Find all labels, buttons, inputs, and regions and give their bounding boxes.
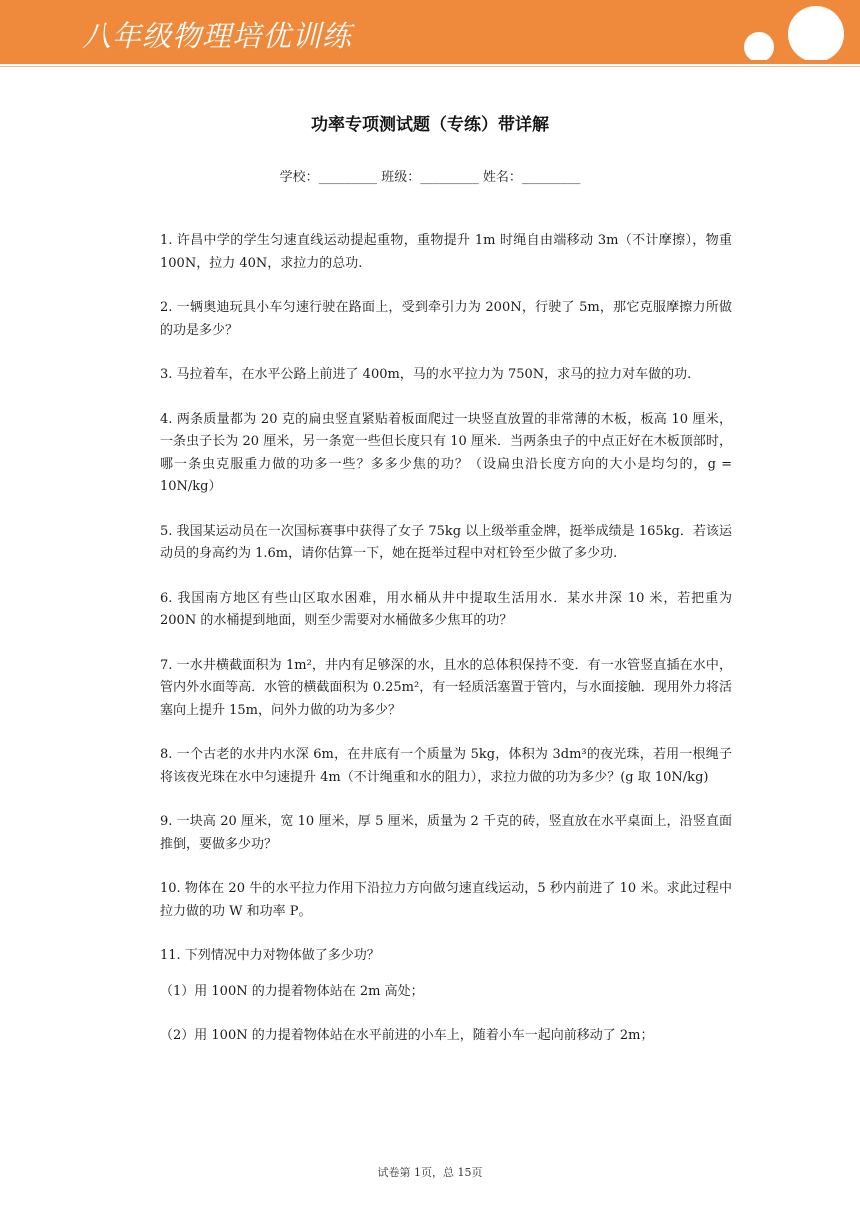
question-5: 5. 我国某运动员在一次国标赛事中获得了女子 75kg 以上级举重金牌，挺举成绩是 165kg．若该运动员的身高约为 1.6m，请你估算一下，她在挺举过程中对杠铃至少做了多少功. <box>160 523 732 561</box>
question-11 <box>160 945 732 1048</box>
question-3: 3. 马拉着车，在水平公路上前进了 400m，马的水平拉力为 750N，求马的拉力对车做的功. <box>160 367 692 382</box>
question-7: 7. 一水井横截面积为 1m²，井内有足够深的水，且水的总体积保持不变．有一水管竖直插在水中，管内外水面等高．水管的横截面积为 0.25m²，有一轻质活塞置于管内，与水面接触．现用外力将活塞向上提升 15m，问外力做的功为多少？ <box>160 657 732 718</box>
header-underline <box>0 60 860 64</box>
header-underline-thin <box>0 66 860 67</box>
document-title: 功率专项测试题（专练）带详解 <box>311 115 549 135</box>
question-11-part-2: （2）用 100N 的力提着物体站在水平前进的小车上，随着小车一起向前移动了 2m； <box>160 1028 654 1043</box>
decorative-circle-large <box>788 6 844 60</box>
question-6: 6. 我国南方地区有些山区取水困难，用水桶从井中提取生活用水．某水井深 10 米，若把重为 200N 的水桶提到地面，则至少需要对水桶做多少焦耳的功？ <box>160 590 732 628</box>
question-4: 4. 两条质量都为 20 克的扁虫竖直紧贴着板面爬过一块竖直放置的非常薄的木板，板高 10 厘米，一条虫子长为 20 厘米，另一条宽一些但长度只有 10 厘米．当两条虫子的中点正好在木板顶部时，哪一条虫克服重力做的功多一些？多多少焦的功？（设扁虫沿长度方向的大小是均匀的，g = 10N/kg） <box>160 411 732 494</box>
header-title: 八年级物理培优训练 <box>82 19 353 53</box>
question-2: 2. 一辆奥迪玩具小车匀速行驶在路面上，受到牵引力为 200N，行驶了 5m，那它克服摩擦力所做的功是多少？ <box>160 300 732 338</box>
decorative-circle-small <box>744 32 774 60</box>
question-10: 10. 物体在 20 牛的水平拉力作用下沿拉力方向做匀速直线运动，5 秒内前进了 10 米。求此过程中拉力做的功 W 和功率 P。 <box>160 881 732 919</box>
question-9: 9. 一块高 20 厘米，宽 10 厘米，厚 5 厘米，质量为 2 千克的砖，竖直放在水平桌面上，沿竖直面推倒，要做多少功？ <box>160 814 732 852</box>
question-11-part-1: （1）用 100N 的力提着物体站在 2m 高处； <box>160 983 424 999</box>
question-11-stem: 11. 下列情况中力对物体做了多少功？ <box>160 948 380 963</box>
question-list <box>160 230 732 1048</box>
student-info-line: 学校：_________ 班级：_________ 姓名：_________ <box>279 170 581 185</box>
question-1: 1. 许昌中学的学生匀速直线运动提起重物，重物提升 1m 时绳自由端移动 3m（不计摩擦），物重 100N，拉力 40N，求拉力的总功. <box>160 233 732 271</box>
header-banner <box>0 0 860 60</box>
question-8: 8. 一个古老的水井内水深 6m，在井底有一个质量为 5kg，体积为 3dm³的夜光珠，若用一根绳子将该夜光珠在水中匀速提升 4m（不计绳重和水的阻力），求拉力做的功为多少？(g 取 10N/kg) <box>160 747 732 785</box>
page-footer: 试卷第 1页，总 15页 <box>377 1166 483 1179</box>
